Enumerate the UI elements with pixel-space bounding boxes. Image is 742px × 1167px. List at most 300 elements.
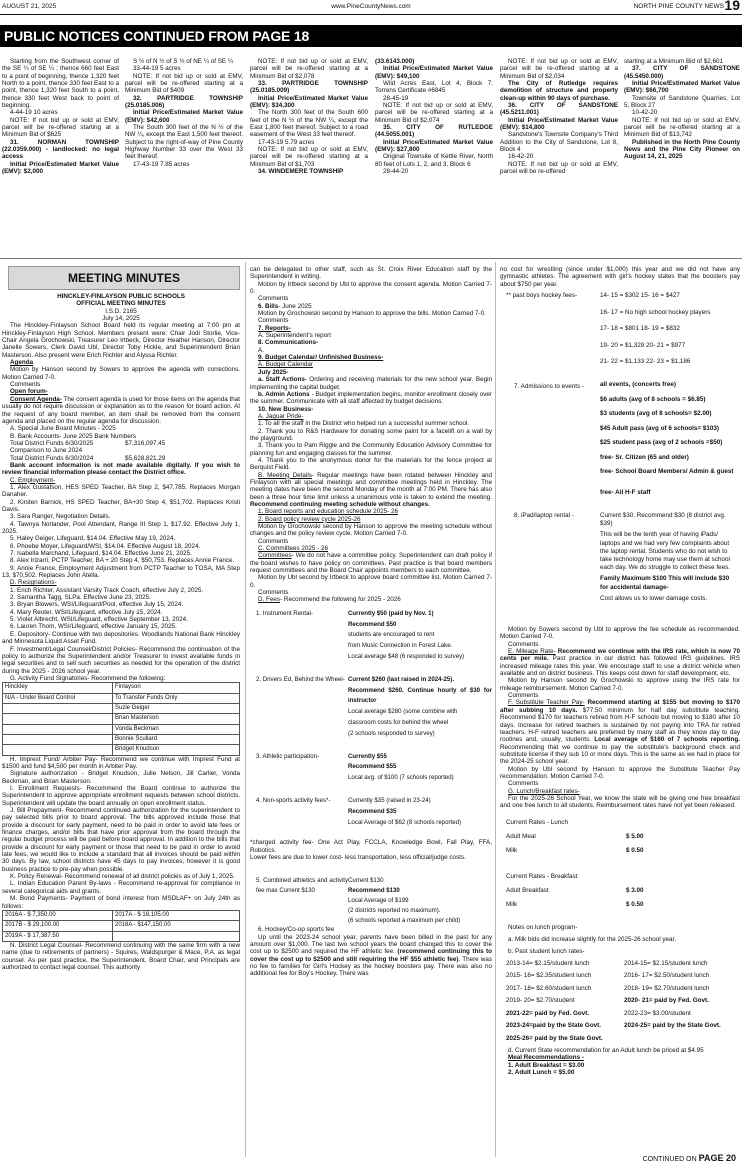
- text: E. Depository- Continue with two depositories. Woodlands National Bank Hinckley and Minnesota Liquid Asset Fund.: [2, 630, 240, 646]
- table-cell: Vonda Beckman: [113, 724, 240, 734]
- table-row: [506, 958, 740, 971]
- text: Notes on lunch program-: [508, 923, 578, 931]
- text: Original Townsite of Kettle River, North 80 feet of Lots 1, 2, and 3, Block 6: [375, 153, 493, 168]
- text: M. Bond Payments- Payment of bond interest from MSDLAF+ on July 24th as follows:: [2, 895, 240, 910]
- text: Cost allows us to lower damage costs.: [600, 594, 708, 602]
- table-row: [250, 875, 492, 926]
- text: July 2025-: [258, 368, 289, 376]
- text: 8. iPad/laptop rental -: [514, 512, 574, 520]
- text: Recommend $55: [348, 763, 397, 771]
- text: Local Average of $62 (8 schools reported): [348, 818, 462, 826]
- text: 2014-15= $2.15/student lunch: [624, 959, 708, 967]
- text: NOTE: If not bid up or sold at EMV, parcel will be re-offered starting at a Minimum Bid of $625: [2, 116, 119, 139]
- text: $77.50 minimum for half day substitute teaching. Recommend $170 for teachers retired from H-F schools but moving to $180 after 10 days. Increase for retired teachers is sustained by not paying into TRA for retired teachers. H-F retired teachers are preferred by many staff as they know day to day routines and, usually, students.: [500, 706, 740, 744]
- text: Comparison to June 2024: [10, 447, 83, 455]
- table-cell: Bridget Knudson: [113, 745, 240, 755]
- list-item: 21- 22 = $1,133 22- 23 = $1,186: [600, 358, 691, 366]
- comments-label: Comments: [508, 640, 539, 648]
- list-item: 19- 20 = $1,329 20- 21 = $977: [600, 341, 686, 349]
- text: students are encouraged to rent: [348, 631, 435, 639]
- parcel-heading: 32. PARTRIDGE TOWNSHIP (25.0185.006): [125, 94, 243, 110]
- comments-label: Comments: [258, 589, 289, 597]
- text: $5,628,821.29: [125, 454, 166, 462]
- text: The North 300 feet of the South 600 feet of the N ½ of the NW ¼, except the East 1,800 feet thereof. Subject to a road easement of the West 33 feet thereof.: [250, 109, 368, 139]
- text: Recommend $50: [348, 620, 397, 628]
- table-cell: Bonnie Scullard: [113, 734, 240, 744]
- list-item: 1. To all the staff in the District who helped run a successful summer school.: [258, 420, 470, 428]
- fee-name: 1. Instrument Rental-: [256, 609, 313, 617]
- text: Committees: [258, 552, 292, 560]
- text: Up until the 2023-24 school year, parents have been billed in the past for any amount over $1,000. The last two school years the board changed this to cover the cost up to $2500 and required the HF athletic fee.: [250, 933, 492, 956]
- list-item: 7. Isabella Marchand, Lifeguard, $14.04. Effective June 21, 2025.: [10, 550, 192, 558]
- list-item: 4. Tawnya Norlander, Pool Attendant, Range III Step 1, $17.92. Effective July 1, 2025.: [2, 520, 240, 535]
- list-item: all events, (concerts free): [600, 381, 676, 389]
- text: Total District Funds 6/30/2024: [10, 454, 94, 462]
- ipad-rental: [500, 512, 740, 626]
- parcel-heading: 34. WINDEMERE TOWNSHIP: [258, 168, 344, 176]
- text: NOTE: If not bid up or sold at EMV, parcel will be re-offered starting at a Minimum Bid of $2,078: [250, 58, 368, 80]
- funds-row: [2, 455, 240, 462]
- text: Signature authorization - Bridget Knudson, Julie Nelson, Jill Carlier, Vonda Beckman, and Brian Masterson.: [2, 770, 240, 785]
- list-item: 1. Board reports and education schedule 2025- 26: [258, 508, 399, 516]
- fees-table: [250, 608, 492, 830]
- section-divider: [0, 258, 742, 259]
- text: A. Special June Board Minutes - 2025: [10, 425, 116, 433]
- list-item: 4. Mary Reuter, WSI/Lifeguard, effective July 15, 2024.: [10, 608, 163, 616]
- list-item: 3. Sara Ranger, Negotiation Details.: [10, 513, 111, 521]
- text: 10-42-20: [632, 109, 658, 117]
- text: 2024-25= paid by the State Govt.: [624, 1022, 721, 1030]
- top-column-1: [2, 58, 119, 254]
- text: Lower fees are due to lower cost- less transportation, less official/judge costs.: [250, 854, 466, 862]
- list-item: free- School Board Members/ Admin & guest: [600, 468, 734, 476]
- list-item: 14- 15 = $302 15- 16 = $427: [600, 292, 680, 300]
- reports-heading: 7. Reports-: [258, 324, 291, 332]
- section-banner: PUBLIC NOTICES CONTINUED FROM PAGE 18: [0, 25, 742, 47]
- list-item: 1. Adult Breakfast = $3.00: [508, 1061, 585, 1069]
- text: Local Average of $199: [348, 896, 409, 904]
- text: The South 300 feet of the N ½ of the NW ¼, except the East 1,500 feet thereof. Subject to the right-of-way of Pine County Highway Number 33 over the West 33 feet thereof.: [125, 124, 243, 161]
- list-item: 6. Lauren Thom, WSI/Lifeguard, effective January 15, 2025.: [10, 623, 177, 631]
- text: Bank account information is not made available digitally. If you wish to review financial information please contact the District office.: [2, 461, 240, 477]
- text: NOTE: If not bid up or sold at EMV, parcel will be re-offered starting at a Minimum Bid of $1,703: [250, 146, 368, 168]
- text: F. Investment/Legal Counsel/District Policies- Recommend the continuation of the policy to authorize the Superintendent and/or Treasurer to invest available funds in legal securities and to sell such securities as needed for the operation of the district during the 2025 - 2026 school year.: [2, 645, 240, 675]
- top-column-2: [125, 58, 243, 254]
- text: no cost for wrestling (since under $1,000) this year and we did not have any gymnastic athletes. The agreement with girl's hockey states that the boosters pay about $750 per year.: [500, 266, 740, 288]
- list-item: $45 Adult pass (avg of 6 schools= $103): [600, 424, 719, 432]
- text: classroom costs for behind the wheel: [348, 718, 449, 726]
- parcel-heading: 33. PARTRIDGE TOWNSHIP (25.0185.009): [250, 80, 368, 95]
- text: - Regular meetings have been rotated between Hinckley and Finlayson with all special meetings and committee meetings held in Hinckley. The meeting dates have been the second Monday of the month at 7:00 PM. There has also been a three hour time limit unless a unanimous vote is taken to extend the meeting.: [250, 471, 492, 501]
- text: - June 2025: [278, 302, 312, 310]
- page-header: [0, 0, 742, 14]
- continued-page: PAGE 20: [698, 1153, 736, 1163]
- table-cell: Brian Masterson: [113, 714, 240, 724]
- text: The City of Rutledge requires demolition of structure and property clean-up within 90 days of purchase.: [500, 80, 618, 102]
- table-row: [506, 1008, 740, 1021]
- text: - Ordering and receiving materials for the new school year. Begin implementing the capital budget.: [250, 376, 492, 391]
- combined-fee-table: [250, 875, 492, 926]
- text: Adult Breakfast: [506, 886, 549, 894]
- text: Motion by Irtbeck second by Ubl to approve the consent agenda. Motion Carried 7-0.: [250, 280, 492, 296]
- list-item: 4. Thank you to the anonymous donor for the materials for the fence project at Berquist Field.: [250, 456, 492, 472]
- meeting-minutes-heading: MEETING MINUTES: [8, 266, 240, 290]
- text: Local average $48 (6 responded to survey): [348, 653, 465, 660]
- comments-label: Comments: [508, 780, 539, 788]
- text: Recommend we continue with the IRS rate, which is now 70 cents per mile.: [500, 648, 740, 663]
- paper-name: NORTH PINE COUNTY NEWS: [633, 3, 724, 10]
- list-item: 2. Adult Lunch = $5.00: [508, 1069, 575, 1077]
- text: 2025-26= paid by the State Govt.: [506, 1034, 603, 1042]
- table-cell: [3, 734, 113, 744]
- parcel-value: Initial Price/Estimated Market Value (EMV): $2,000: [2, 160, 119, 176]
- parcel-heading: 31. NORMAN TOWNSHIP (22.0359.000) - landlocked: no legal access: [2, 138, 119, 161]
- parcel-heading: 37. CITY OF SANDSTONE (45.5450.000): [624, 65, 740, 80]
- table-row: [3, 714, 240, 724]
- table-cell: [3, 714, 113, 724]
- list-item: 5. Haley Geiger, Lifeguard, $14.04. Effective May 19, 2024.: [10, 535, 176, 543]
- table-cell: [3, 724, 113, 734]
- hockey-fees-list: [500, 288, 740, 376]
- list-item: 3. Bryan Blowers, WSI/Lifeguard/Pool, effective July 15, 2024.: [10, 601, 184, 609]
- text: Wild Acres East, Lot 4, Block 7. Torrens Certificate #6845: [375, 80, 493, 95]
- table-row: [250, 795, 492, 829]
- minutes-column-2: [250, 266, 492, 1158]
- text: K. Policy Renewal- Recommend renewal of all district policies as of July 1, 2025.: [10, 873, 235, 881]
- isd-number: I.S.D. 2165: [105, 307, 137, 315]
- text: - We do not have a committee policy. Superintendent can draft policy if the board wishes to have policy on committees. Past practice is that board members request committees and the Board Chair appoints members to each committee.: [250, 552, 492, 575]
- comments-label: Comments: [508, 692, 539, 700]
- text: Milk: [506, 846, 518, 854]
- list-item: 1. Alex Gustafson, HES SPED Teacher, BA Step 2, $47,785. Replaces Morgan Danaher.: [2, 483, 240, 499]
- text: A. Superintendent's report: [258, 332, 331, 340]
- past-rates-table: [500, 958, 740, 1046]
- admissions-list: [500, 380, 740, 508]
- text: $ 5.00: [626, 832, 644, 840]
- text: - Budget implementation begins, monitor enrollment closely over the summer. Communicate with all staff affected by budget decisions.: [250, 390, 492, 406]
- text: Sandstone's Townsite Company's Third Addition to the City of Sandstone, Lot 8, Block 4: [500, 131, 618, 154]
- table-cell: 2019A - $ 17,387.50: [3, 931, 113, 941]
- text: Current Rates - Breakfast: [506, 872, 578, 880]
- text: A. Budget Calendar: [258, 361, 313, 369]
- text: from Music Connection in Forest Lake.: [348, 642, 453, 650]
- text: NOTE: If not bid up or sold at EMV, parcel will be re-offered starting at a Minimum Bid of $409: [125, 72, 243, 95]
- text: 2020- 21= paid by Fed. Govt.: [624, 997, 709, 1005]
- text: 2018- 19= $2.70/student lunch: [624, 984, 710, 992]
- rate-row: [506, 830, 740, 844]
- table-row: [3, 931, 240, 941]
- employment-heading: C. Employment-: [10, 476, 56, 484]
- funds-row: [2, 440, 240, 447]
- signatories-table: [2, 682, 240, 755]
- parcel-heading: 36. CITY OF SANDSTONE (45.5211.001): [500, 102, 618, 117]
- fee-name: 2. Drivers Ed, Behind the Wheel-: [256, 675, 345, 683]
- communications-heading: 8. Communications-: [258, 339, 319, 347]
- text: Recommend $130: [348, 887, 400, 895]
- comments-label: Comments: [10, 381, 41, 389]
- text: Motion by Grochowski second by Hanson to approve the bills. Motion Carried 7-0.: [258, 310, 486, 318]
- bills-heading: 6. Bills: [258, 302, 279, 310]
- list-item: 1. Erich Richter, Assistant Varsity Track Coach, effective July 2, 2025.: [10, 586, 204, 594]
- text: This will be the tenth year of having iPads/ laptops and we had very few complaints about the laptop rental. Students who do not wish to take technology home may use them at school each day. We do struggle to collect these fees.: [600, 531, 730, 572]
- text: 2017- 18= $2.60/student lunch: [506, 984, 592, 992]
- text: B. Meeting Details: [258, 471, 312, 479]
- agenda-heading: Agenda: [10, 359, 34, 367]
- rate-row: [506, 898, 740, 912]
- text: 2013-14= $2.15/student lunch: [506, 959, 590, 967]
- text: F. Substitute Teacher Pay-: [508, 699, 585, 707]
- text: NOTE: If not bid up or sold at EMV, parcel will be re-offered starting at a Minimum Bid of $2,034: [500, 58, 618, 80]
- text: Current Rates - Lunch: [506, 818, 568, 826]
- text: Motion by Ubl second by Irtbeck to approve board committee list. Motion Carried 7-0.: [250, 574, 492, 589]
- list-item: $3 students (avg of 8 schools= $2.00): [600, 410, 712, 418]
- text: B. Bank Accounts- June 2025 Bank Numbers: [10, 432, 137, 440]
- text: The consent agenda is used for those items on the agenda that usually do not require discussion or explanation as to the reason for board action. At the request of any board member, an item shall be removed from the consent agenda and placed on the regular agenda for discussion.: [2, 395, 240, 425]
- list-item: 3. Thank you to Pam Riggle and the Community Education Advisory Committee for planning fun and engaging classes for the summer.: [250, 442, 492, 457]
- text: S ½ of N ½ of S ½ of NE ¼ of SE ¼: [133, 58, 234, 65]
- text: Currently $55: [348, 752, 387, 760]
- text: For the 2025-26 School Year, we know the state will be giving one free breakfast and one free lunch to all students. Reimbursement rates have not yet been released.: [500, 794, 740, 810]
- text: A.: [258, 346, 264, 354]
- comments-label: Comments: [258, 317, 289, 325]
- issue-date: AUGUST 21, 2025: [2, 3, 57, 10]
- meeting-date: July 14, 2025: [102, 315, 140, 323]
- text: Recommend starting at $155 but moving to $170 after subbing 10 days.: [500, 699, 740, 714]
- text: NOTE: If not bid up or sold at EMV, parcel will be re-offered: [500, 160, 618, 176]
- text: 2023-24=paid by the State Govt.: [506, 1022, 602, 1030]
- text: 2015- 16= $2.35/student lunch: [506, 972, 592, 980]
- text: 2019- 20= $2.70/student: [506, 997, 575, 1005]
- top-column-4: [375, 58, 493, 254]
- text: b. Past student lunch rates-: [508, 947, 585, 955]
- text: CONTINUED ON: [642, 1156, 697, 1163]
- text: 28-44-20: [383, 168, 409, 176]
- text: Local avg. of $100 (7 schools reported): [348, 774, 454, 782]
- text: . There was no fee to families for Girl's Hockey as the hockey boosters pay. There was also no additional fee for Boy's Hockey. There was: [250, 955, 492, 978]
- text: 7. Admissions to events -: [514, 383, 584, 391]
- text: 33-44-19 5 acres: [133, 65, 181, 73]
- resignations-heading: D. Resignations-: [10, 579, 57, 587]
- text: Total District Funds 6/30/2025: [10, 439, 94, 447]
- text: 4-44-19 10 acres: [10, 109, 58, 117]
- text: starting at a Minimum Bid of $2,601: [624, 58, 724, 65]
- table-row: [3, 745, 240, 755]
- minutes-column-1: [2, 293, 240, 1158]
- text: 2022-23= $3.00/student: [624, 1009, 691, 1017]
- continued-footer: [643, 1153, 736, 1163]
- text: Motion by Ubl second by Hanson to approve the Substitute Teacher Pay recommendation. Motion Carried 7-0.: [500, 765, 740, 780]
- rate-row: [506, 884, 740, 898]
- table-cell: 2017B - $ 29,100.00: [3, 921, 113, 931]
- text: (recommend continuing this to cover the cost up to $2500 and still requiring the HF $55 athletic fee): [250, 948, 492, 963]
- text: C. Committees 2025 - 26: [258, 545, 328, 553]
- list-item: 2. Samantha Tagg, SLPa. Effective June 23, 2025.: [10, 594, 151, 602]
- text: *charged activity fee- One Act Play, FCCLA, Knowledge Bowl, Fall Play, FFA, Robotics.: [250, 839, 492, 854]
- table-cell: To Transfer Funds Only: [113, 693, 240, 703]
- table-row: [3, 683, 240, 693]
- parcel-value: Initial Price/Estimated Market Value (EMV): $27,800: [375, 138, 493, 154]
- parcel-value: Initial Price/Estimated Market Value (EMV): $14,800: [500, 116, 618, 132]
- text: G. Lunch/Breakfast rates-: [508, 787, 580, 795]
- list-item: 6. Phoebe Moyer, Lifeguard/WSI, $14.04. Effective August 18, 2024.: [10, 542, 201, 550]
- text: NOTE: If not bid up or sold at EMV, parcel will be re-offered starting at a Minimum Bid of $13,742: [624, 116, 740, 139]
- table-cell: 2016A - $ 7,350.00: [3, 910, 113, 920]
- text: 28-45-19: [383, 94, 409, 102]
- table-row: [506, 1033, 740, 1046]
- budget-heading: 9. Budget Calendar/ Unfinished Business-: [258, 354, 384, 362]
- org-subtitle: OFFICIAL MEETING MINUTES: [76, 300, 166, 308]
- open-forum-heading: Open forum-: [10, 388, 48, 396]
- text: D. Fees: [258, 596, 281, 604]
- text: NOTE: If not bid up or sold at EMV, parcel will be re-offered starting at a Minimum Bid of $2,074: [375, 102, 493, 124]
- text: Recommend $260. Continue hourly of $30 for instructor: [348, 686, 492, 705]
- text: (6 schools reported a maximum per child): [348, 916, 461, 924]
- parcel-heading: (33.6143.000): [375, 58, 415, 65]
- table-row: [3, 734, 240, 744]
- parcel-heading: 35. CITY OF RUTLEDGE (44.5055.001): [375, 124, 493, 139]
- list-item: 16- 17 = No high school hockey players: [600, 308, 711, 316]
- text: a. Milk bids did increase slightly for the 2025-26 school year.: [508, 935, 677, 943]
- top-column-3: [250, 58, 368, 254]
- table-row: [506, 983, 740, 996]
- text: 17-43-19 5.79 acres: [258, 138, 315, 146]
- table-cell: Finlayson: [113, 683, 240, 693]
- text: G. Activity Fund Signatories- Recommend the following:: [10, 674, 166, 682]
- text: $ 0.50: [626, 846, 644, 854]
- text: Adult Meal: [506, 832, 536, 840]
- publication-note: Published in the North Pine County News and the Pine City Pioneer on August 14, 21, 2025: [624, 138, 740, 161]
- parcel-value: Initial Price/Estimated Market Value (EMV): $42,600: [125, 109, 243, 124]
- fee-name: 3. Athletic participation-: [256, 752, 320, 760]
- top-column-6: [624, 58, 740, 254]
- text: 2016- 17= $2.50/student lunch: [624, 972, 710, 980]
- text: Currently $50 (paid by Nov. 1): [348, 609, 434, 617]
- text: Past practice in our district has followed IRS guidelines. IRS increased mileage rates this year. We encourage staff to use a district vehicle when available and on district business. This keeps cost down for staff development, etc.: [500, 655, 740, 678]
- new-business-heading: 10. New Business-: [258, 405, 314, 413]
- text: $ 3.00: [626, 886, 644, 894]
- list-item: free- All H-F staff: [600, 489, 651, 497]
- text: (2 districts reported no maximum).: [348, 906, 441, 914]
- table-row: [250, 608, 492, 674]
- table-cell: 2018A - $147,150.00: [113, 921, 240, 931]
- text: Milk: [506, 900, 518, 908]
- text: Currently $35 (raised in 23-24): [348, 796, 431, 804]
- table-cell: N/A - Under Board Control: [3, 693, 113, 703]
- parcel-value: Initial Price/Estimated Market Value (EMV): $49,100: [375, 65, 493, 80]
- column-divider: [495, 262, 496, 1157]
- list-item: 2. Kirsten Barnick, HS SPED Teacher, BA+30 Step 4, $51,702. Replaces Kristi Davis.: [2, 498, 240, 513]
- paragraph: [2, 396, 240, 425]
- text: Family Maximum $100 This will include $30 for accidental damage-: [600, 575, 730, 591]
- list-item: 2. Thank you to R&S Hardware for donating some paint for a facelift on a wall by the playground.: [250, 427, 492, 442]
- text: 17-43-19 7.85 acres: [133, 160, 190, 168]
- comments-label: Comments: [258, 537, 289, 545]
- text: Motion by Hanson second by Grochowski to approve using the IRS rate for mileage reimbursement. Motion Carried 7-0.: [500, 677, 740, 692]
- text: ** past boys hockey fees-: [506, 292, 578, 300]
- parcel-value: Initial Price/Estimated Market Value (EMV): $34,300: [250, 94, 368, 110]
- text: a. Staff Actions: [258, 376, 305, 384]
- parcel-value: Initial Price/Estimated Market Value (EMV): $66,700: [624, 80, 740, 95]
- text: $ 0.50: [626, 900, 644, 908]
- page-number: 19: [724, 0, 740, 13]
- rate-row: [506, 844, 740, 858]
- list-item: 9. Annie France, Employment Adjustment from PCTP Teacher to TOSA, MA Step 13, $70,502. Replaces John Atella.: [2, 564, 240, 580]
- text: - Recommend the following for 2025 - 2026: [280, 596, 401, 604]
- table-row: [3, 724, 240, 734]
- minutes-column-3: [500, 266, 740, 1134]
- text: N. District Legal Counsel- Recommend continuing with the same firm with a new name (due to retirements of partners) - Squires, Waldspurger & Mace, P.A. as legal counsel. As per past practice, the Superintendent, Board Chair, and Principals are authorized to contact legal counsel. This authority: [2, 941, 240, 971]
- table-row: [250, 674, 492, 751]
- text: can be delegated to other staff, such as St. Croix River Education staff by the Superintendent in writing.: [250, 266, 492, 281]
- text: Motion by Sowers second by Ubl to approve the fee schedule as recommended. Motion Carried 7-0.: [500, 626, 740, 641]
- table-row: [3, 910, 240, 920]
- paragraph: The Hinckley-Finlayson School Board held its regular meeting at 7:00 pm at Hinckley-Finlayson High School. Members present were: Chair Jodi Storlie, Vice-Chair Angela Grochowski, Treasurer Leo Irtbeck, Director Heather Hanson, Director Janelle Sowers, Clerk David Ubl, Director Toby Hickle, and Superintendent Brian Masterson. Also present were Erich Richter and Alyssa Richter.: [2, 322, 240, 359]
- text: (2 schools responded to survey): [348, 729, 435, 737]
- text: Motion by Grochowski second by Hanson to approve the meeting schedule without changes and the policy review cycle. Motion Carried 7-0.: [250, 523, 492, 538]
- text: E. Mileage Rate-: [508, 648, 556, 656]
- text: 6. Hockey/Co-op sports fee: [258, 926, 335, 934]
- list-item: $25 student pass (avg of 2 schools =$50): [600, 439, 723, 447]
- text: Recommend $35: [348, 807, 397, 815]
- table-row: [506, 970, 740, 983]
- text: d. Current State recommendation for an Adult lunch be priced at $4.95: [508, 1047, 704, 1055]
- table-row: [3, 703, 240, 713]
- table-row: [506, 1020, 740, 1033]
- text: Current $130: [348, 877, 384, 885]
- lunch-rates: [500, 816, 740, 912]
- table-cell: Suzie Geiger: [113, 703, 240, 713]
- list-item: $6 adults (avg of 8 schools = $6.85): [600, 395, 706, 403]
- top-column-5: [500, 58, 618, 254]
- website[interactable]: www.PineCountyNews.com: [331, 3, 411, 10]
- column-divider: [245, 262, 246, 1157]
- text: Local average $280 (some combine with: [348, 708, 458, 716]
- text: Local average of $160 of 7 schools reporting.: [590, 736, 740, 744]
- text: J. Bill Prepayment- Recommend continued authorization for the superintendent to pay selected bills prior to board approval. The bills approved include those that provide a discount for early payment, need to be paid in order to avoid late fees or finance charges, and/or bills that have prior approval from the board through the regular budget process will be paid before board approval. In addition to the bills that provide a discount for early payment or those that need to be paid in order to avoid late fees, we would like to include a standard that all invoices should be paid within 30 days. By law, school districts have 45 days to pay invoices, however it is good business practice to pre-pay when possible.: [2, 807, 240, 873]
- text: Current $260 (last raised in 2024-25).: [348, 675, 455, 683]
- table-cell: Hinckley: [3, 683, 113, 693]
- table-row: [3, 693, 240, 703]
- list-item: free- Sr. Citizen (65 and older): [600, 453, 689, 461]
- fee-name: 4. Non-sports activity fees*-: [256, 796, 331, 804]
- paragraph: Motion by Hanson second by Sowers to approve the agenda with corrections. Motion Carried 7-0.: [2, 366, 240, 381]
- consent-heading: Consent Agenda-: [10, 395, 62, 403]
- list-item: 17- 18 = $801 18- 19 = $832: [600, 325, 680, 333]
- text: L. Indian Education Parent By-laws - Recommend re-approval for compliance in several categorical aids and grants.: [2, 880, 240, 895]
- text: I. Enrollment Requests- Recommend the Board continue to authorize the Superintendent to approve appropriate enrollment requests between school districts. Superintendent will update the board annually on open enrollment status.: [2, 785, 240, 807]
- text: 2021-22= paid by Fed. Govt.: [506, 1009, 590, 1017]
- table-cell: [3, 703, 113, 713]
- list-item: 8. Alex Irizarri, PCTP Teacher, BA + 20 Step 4, $50,753. Replaces Annie France.: [10, 557, 235, 565]
- list-item: 2. Board policy review cycle 2025-26: [258, 515, 361, 523]
- table-cell: 2017A - $ 18,105.00: [113, 910, 240, 920]
- text: Starting from the Southwest corner of the SE ¼ of SE ¼ ; thence 660 feet East to a point of beginning, thence 1,320 feet North to a point, thence 330 feet East to a point, thence 1,320 feet South to a point, thence 330 feet West back to point of beginning.: [2, 58, 119, 110]
- table-cell: [3, 745, 113, 755]
- list-item: 5. Violet Albrecht, WSI/Lifeguard, effective September 13, 2024.: [10, 616, 188, 624]
- text: Recommending that we continue to pay the substitute's background check and substitute license if they sub 10 or more days. This is the same as we had in place for the 2024-25 school year.: [500, 743, 740, 766]
- fee-name: 5. Combined athletics and activity fee max Current $130: [256, 877, 348, 895]
- text: Current $30. Recommend $30 (8 district avg. $39): [600, 512, 726, 528]
- text: Recommend continuing meeting schedule without changes.: [250, 501, 430, 508]
- header-rule: [0, 14, 742, 15]
- text: $7,316,097.45: [125, 439, 166, 447]
- text: Townsite of Sandstone Quarries, Lot 5, Block 27: [624, 94, 740, 110]
- bond-payments-table: [2, 910, 240, 942]
- text: b. Admin Actions: [258, 390, 310, 398]
- table-cell: [113, 931, 240, 941]
- text: A. Jaguar Pride-: [258, 412, 304, 420]
- table-row: [506, 995, 740, 1008]
